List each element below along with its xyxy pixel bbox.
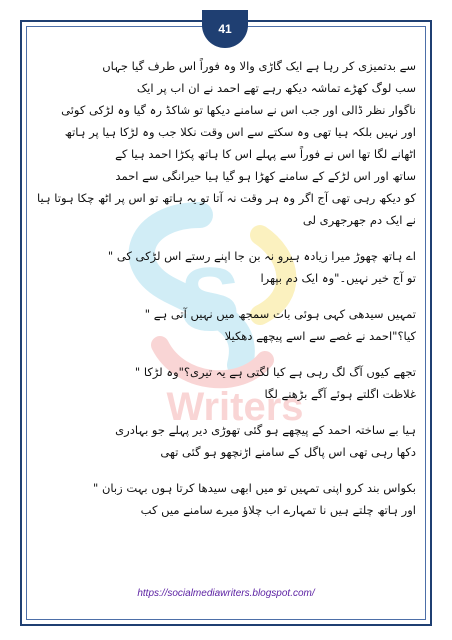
page-number: 41 bbox=[218, 22, 232, 36]
paragraph-gap bbox=[36, 463, 416, 477]
watermark-brand: Writers bbox=[166, 385, 304, 429]
watermark-initial: S bbox=[179, 250, 241, 350]
paragraph bbox=[36, 245, 416, 289]
text-line: ساتھ اور اس لڑکے کے سامنے کھڑا ہو گیا ہیا حیرانگی سے احمد bbox=[115, 169, 416, 183]
text-line: تجھے کیوں آگ لگ رہی ہے کیا لگتی ہے یہ تیری؟"وہ لڑکا " bbox=[134, 365, 416, 379]
paragraph bbox=[36, 55, 416, 231]
text-line: تو آج خیر نہیں۔"وہ ایک دم بپھرا bbox=[260, 271, 416, 285]
text-line: اے ہاتھ چھوڑ میرا زیادہ ہیرو نہ بن جا اپنے رستے اس لڑکی کی " bbox=[107, 249, 416, 263]
text-line: ہیا بے ساختہ احمد کے پیچھے ہو گئی تھوڑی دیر پہلے جو بہادری bbox=[115, 423, 416, 437]
paragraph bbox=[36, 419, 416, 463]
text-line: دکھا رہی تھی اس پاگل کے سامنے اڑنچھو ہو گئی تھی bbox=[160, 445, 416, 459]
paragraph bbox=[36, 477, 416, 521]
text-line: کو دیکھ رہی تھی آج اگر وہ ہر وقت نہ آتا تو یہ ہاتھ تو اس پر اٹھ چکا ہوتا ہیا bbox=[36, 191, 416, 205]
text-line: تمہیں سیدھی کہی ہوئی بات سمجھ میں نہیں آتی ہے " bbox=[144, 307, 416, 321]
paragraph-gap bbox=[36, 289, 416, 303]
blog-url-link[interactable]: https://socialmediawriters.blogspot.com/ bbox=[137, 588, 315, 599]
text-line: کیا؟"احمد نے غصے سے اسے پیچھے دھکیلا bbox=[224, 329, 416, 343]
paragraph bbox=[36, 361, 416, 405]
text-line: ناگوار نظر ڈالی اور جب اس نے سامنے دیکھا تو شاکڈ رہ گیا وہ لڑکی کوئی bbox=[61, 103, 416, 117]
text-line: اٹھانے لگا تھا اس نے فوراً سے پہلے اس کا ہاتھ پکڑا احمد ہیا کے bbox=[115, 147, 416, 161]
text-line: غلاظت اگلتے ہوئے آگے بڑھنے لگا bbox=[264, 387, 416, 401]
text-line: بکواس بند کرو اپنی تمہیں تو میں ابھی سیدھا کرتا ہوں بہت زبان " bbox=[93, 481, 416, 495]
paragraph-gap bbox=[36, 347, 416, 361]
text-line: نے ایک دم جھرجھری لی bbox=[302, 213, 416, 227]
story-text bbox=[36, 55, 416, 521]
paragraph bbox=[36, 303, 416, 347]
paragraph-gap bbox=[36, 231, 416, 245]
paragraph-gap bbox=[36, 405, 416, 419]
text-line: اور ہاتھ چلتے ہیں نا تمہارے اب چلاؤ میرے سامنے میں کب bbox=[140, 503, 416, 517]
text-line: اور نہیں بلکہ ہیا تھی وہ سکتے سے اس وقت نکلا جب وہ لڑکا ہیا پر ہاتھ bbox=[64, 125, 416, 139]
text-line: سے بدتمیزی کر رہا ہے ایک گاڑی والا وہ فوراً اس طرف گیا جہاں bbox=[102, 59, 416, 73]
text-line: سب لوگ کھڑے تماشہ دیکھ رہے تھے احمد نے ان اب پر ایک bbox=[136, 81, 416, 95]
